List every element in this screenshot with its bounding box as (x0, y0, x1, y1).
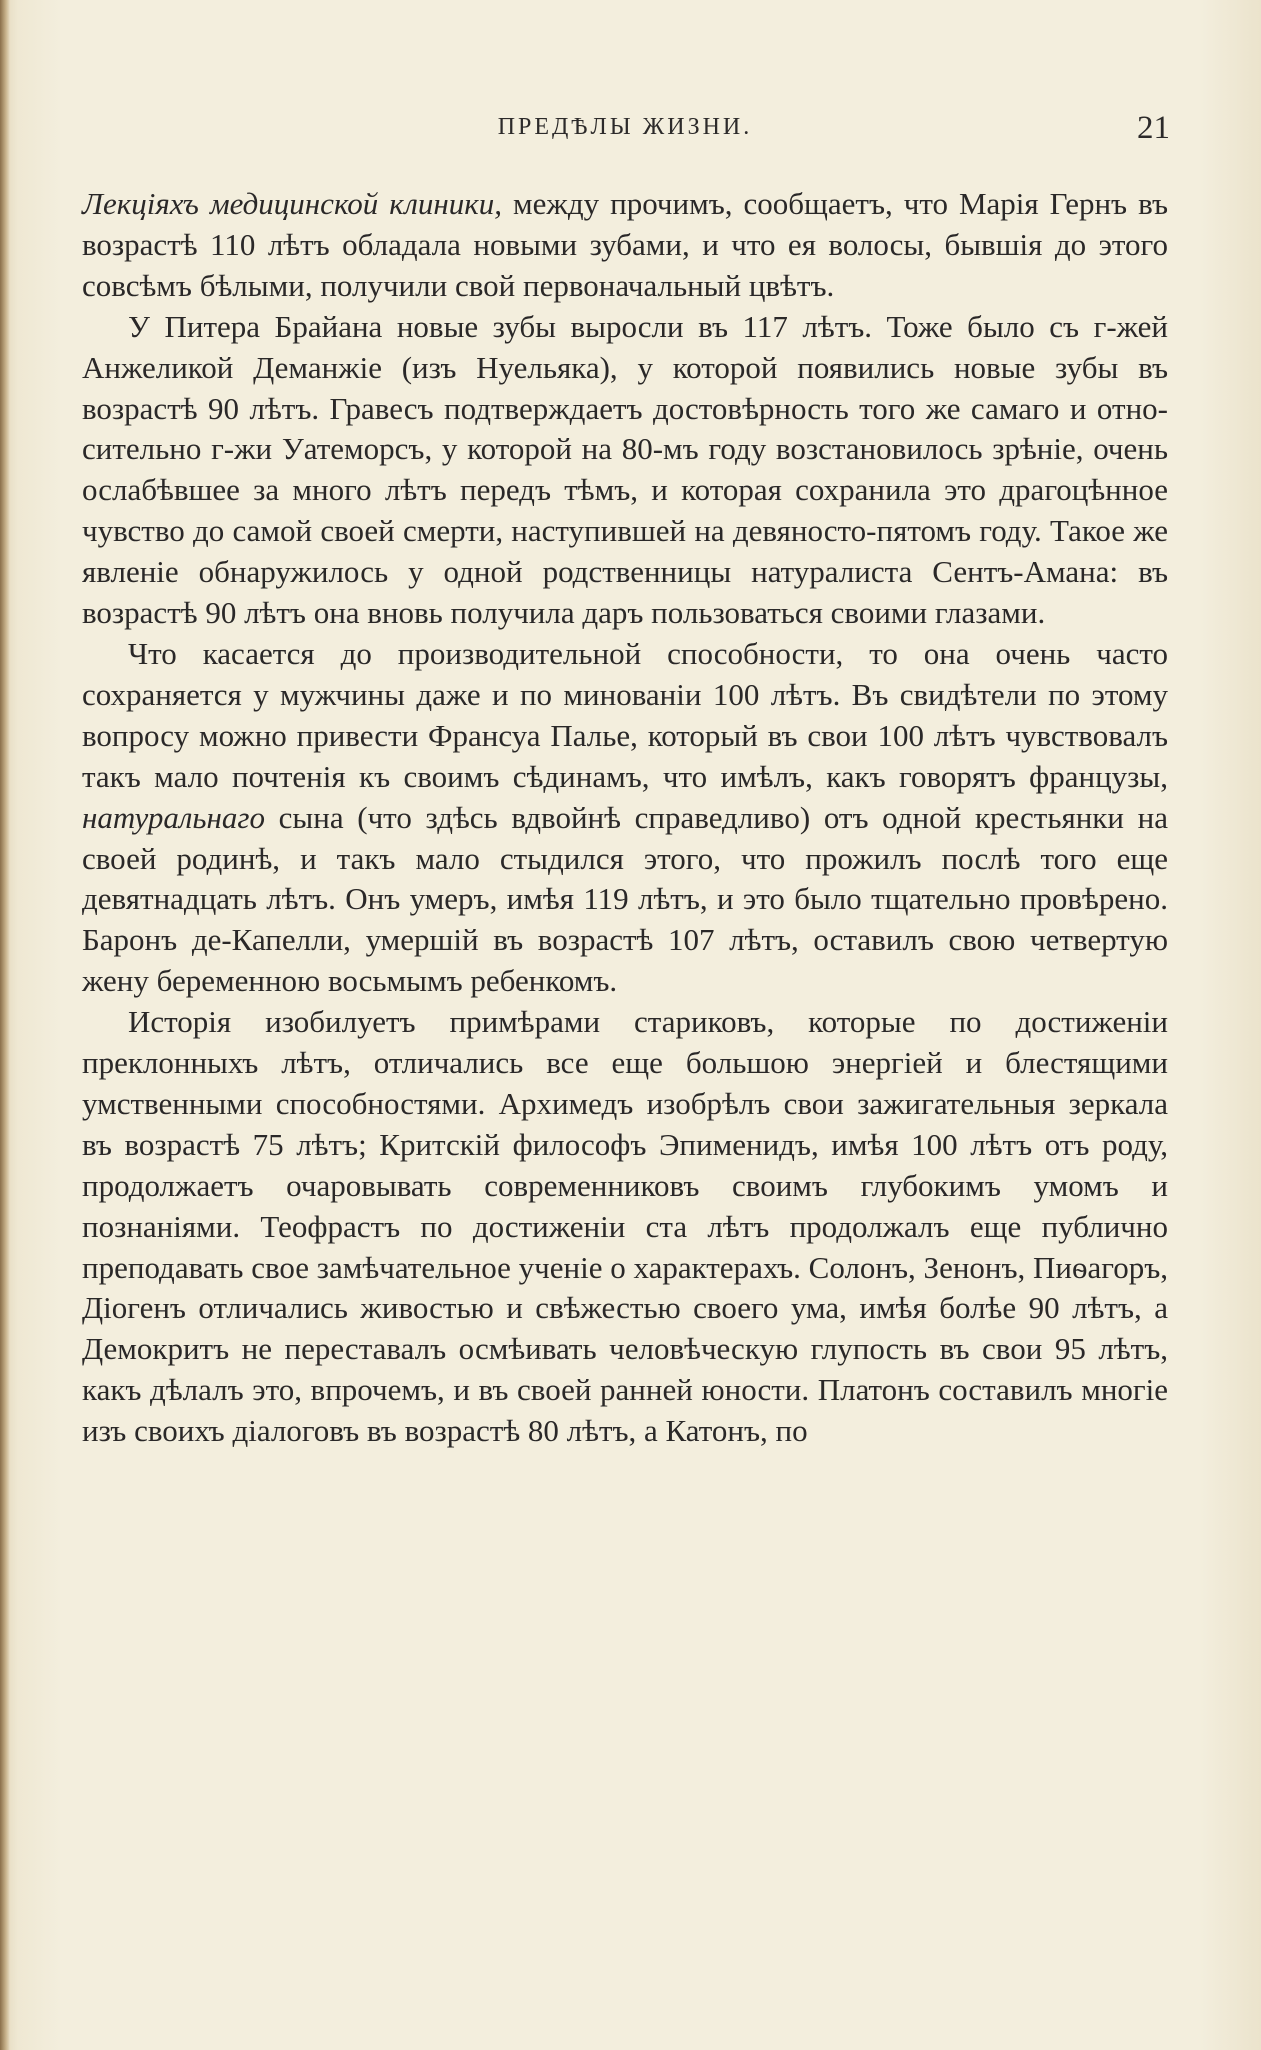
italic-title: Лекціяхъ медицинской клиники, (82, 186, 503, 221)
page-binding-edge (0, 0, 10, 2050)
page-header (80, 110, 1170, 154)
paragraph-text: Что касается до производительной способности, то она очень часто сохраняется у мужчины даже и по минованіи 100 лѣтъ. Въ свидѣтели по этому вопросу можно привести Франсуа Палье, который въ свои 100 лѣтъ чувствовалъ такъ мало почтенія къ своимъ сѣдинамъ, что имѣлъ, какъ говорятъ французы, (82, 635, 1168, 794)
paragraph-2: У Питера Брайана новые зубы выросли въ 117 лѣтъ. Тоже было съ г-жей Анжеликой Деманжіе (изъ Нуельяка), у которой появились новые зубы въ возрастѣ 90 лѣтъ. Гравесъ подтверждаетъ достовѣрность того же самаго и относительно г-жи Уатеморсъ, у которой на 80-мъ году возстановилось зрѣніе, очень ослабѣвшее за много лѣтъ передъ тѣмъ, и которая сохранила это драгоцѣнное чувство до самой своей смерти, наступившей на девяносто-пятомъ году. Такое же явленіе обнаружилось у одной родственницы натуралиста Сентъ-Амана: въ возрастѣ 90 лѣтъ она вновь получила даръ пользоваться своими глазами. (82, 308, 1168, 631)
paragraph-4: Исторія изобилуетъ примѣрами стариковъ, которые по достиженіи преклонныхъ лѣтъ, отличались все еще большою энергіей и блестящими умственными способностями. Архимедъ изобрѣлъ свои зажигательныя зеркала въ возрастѣ 75 лѣтъ; Критскій философъ Эпименидъ, имѣя 100 лѣтъ отъ роду, продолжаетъ очаровывать современниковъ своимъ глубокимъ умомъ и познаніями. Теофрастъ по достиженіи ста лѣтъ продолжалъ еще публично преподавать свое замѣчательное ученіе о характерахъ. Солонъ, Зенонъ, Пиѳагоръ, Діогенъ отличались живостью и свѣжестью своего ума, имѣя болѣе 90 лѣтъ, а Демокритъ не переставалъ осмѣивать человѣческую глупость въ свои 95 лѣтъ, какъ дѣлалъ это, впрочемъ, и въ своей ранней юности. Платонъ составилъ многіе изъ своихъ діалоговъ въ возрастѣ 80 лѣтъ, а Катонъ, по (82, 1004, 1168, 1449)
paragraph-text: между прочимъ, сообщаетъ, что Марія Гернъ въ возрастѣ 110 лѣтъ обладала новыми зубами, и что ея волосы, бывшія до этого совсѣмъ бѣлыми, получили свой первоначальный цвѣтъ. (82, 186, 1168, 303)
italic-word: натуральнаго (82, 799, 265, 835)
paragraph-text: сына (что здѣсь вдвойнѣ справедливо) отъ одной крестьянки на своей родинѣ, и такъ мало стыдился этого, что прожилъ послѣ того еще девятнадцать лѣтъ. Онъ умеръ, имѣя 119 лѣтъ, и это было тщательно провѣрено. Баронъ де-Капелли, умершій въ возрастѣ 107 лѣтъ, оставилъ свою четвертую жену беременною восьмымъ ребенкомъ. (82, 799, 1168, 999)
body-text (82, 184, 1168, 1452)
page-number: 21 (1137, 110, 1170, 146)
paragraph-3 (82, 634, 1168, 1002)
running-head: ПРЕДѢЛЫ ЖИЗНИ. (497, 114, 753, 140)
paragraph-1 (82, 184, 1168, 307)
